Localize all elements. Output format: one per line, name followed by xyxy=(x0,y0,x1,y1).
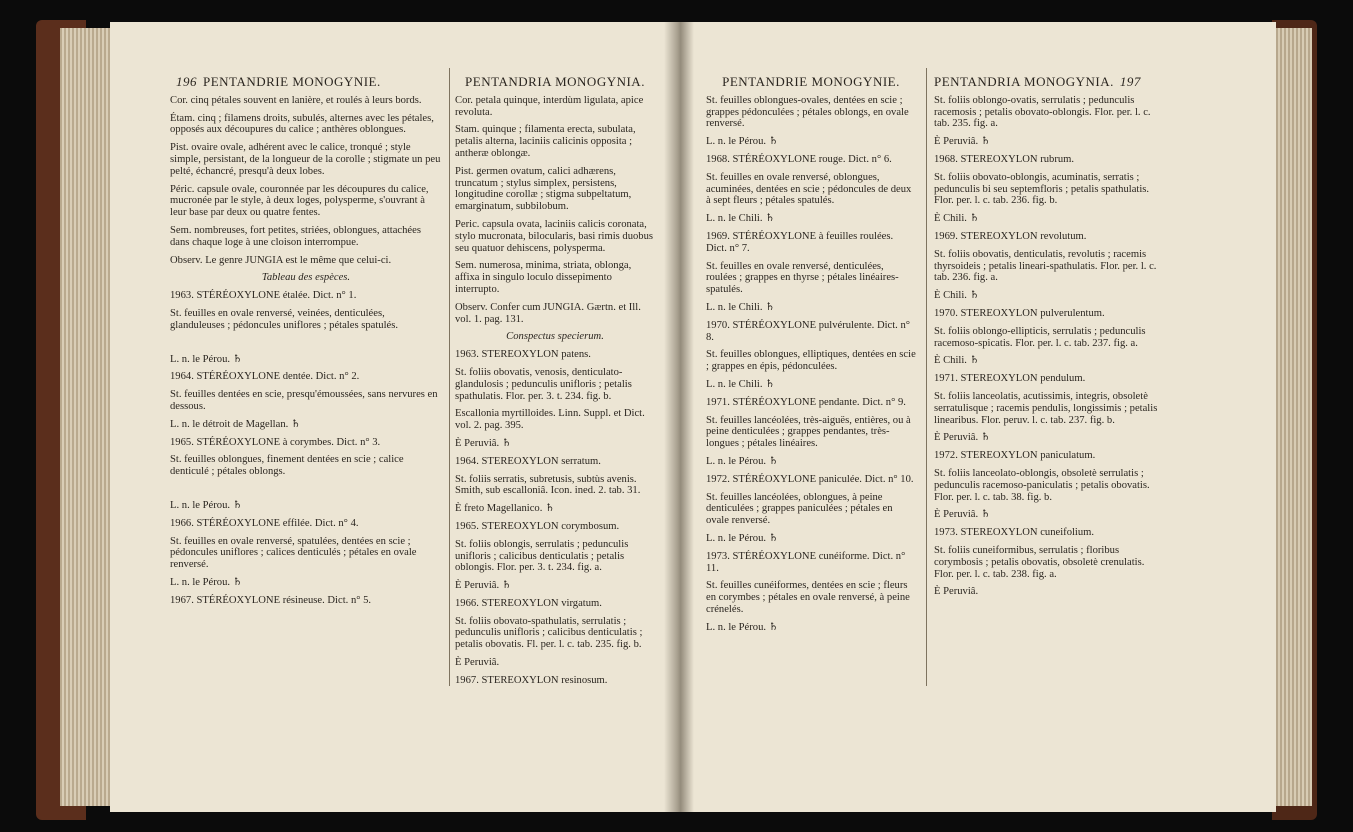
running-header xyxy=(170,76,442,88)
species-locality: È Peruviâ. ♄ xyxy=(934,136,991,148)
species-locality: È Peruviâ. ♄ xyxy=(455,437,512,449)
right-page-latin-column xyxy=(934,76,1164,604)
page-number: 197 xyxy=(1119,74,1141,89)
species-locality: È Peruviâ. ♄ xyxy=(934,509,991,521)
species-text: St. foliis lanceolato-oblongis, obsoletè serrulatis ; pedunculis racemoso-paniculatis ; petalis obovatis. Flor. per. l. c. tab. 38. fig. b. xyxy=(934,467,1150,503)
species-locality: È Chili. ♄ xyxy=(934,355,980,367)
header-title: PENTANDRIE MONOGYNIE. xyxy=(722,74,900,89)
species-title: 1970. STEREOXYLON pulverulentum. xyxy=(934,307,1105,319)
species-locality: È Peruviâ. ♄ xyxy=(934,432,991,444)
species-table-heading: Tableau des espèces. xyxy=(261,272,351,284)
pericarp-description: Peric. capsula ovata, laciniis calicis coronata, stylo mucronata, bilocularis, basi rimis duobus seu quatuor dehiscens, polysperma. xyxy=(455,218,654,254)
pericarp-description: Péric. capsule ovale, couronnée par les découpures du calice, mucronée par le style, à deux loges, polysperme, s'ouvrant à leur base par deux ou quatre fentes. xyxy=(170,183,429,219)
species-text: St. feuilles oblongues, elliptiques, dentées en scie ; grappes en épis, pédonculées. xyxy=(706,349,916,373)
species-locality: L. n. le Pérou. ♄ xyxy=(170,576,243,588)
species-text: St. foliis oblongo-ovatis, serrulatis ; pedunculis racemosis ; petalis obovato-oblongis. Flor. per. l. c. tab. 235. fig. a. xyxy=(934,94,1151,130)
species-locality: L. n. le Chili. ♄ xyxy=(706,301,775,313)
species-title: 1969. STÉRÉOXYLONE à feuilles roulées. Dict. n° 7. xyxy=(706,230,894,254)
species-locality: L. n. le Pérou. ♄ xyxy=(706,621,779,633)
species-title: 1967. STEREOXYLON resinosum. xyxy=(455,674,608,686)
species-title: 1972. STÉRÉOXYLONE paniculée. Dict. n° 10. xyxy=(706,473,914,485)
species-title: 1968. STEREOXYLON rubrum. xyxy=(934,153,1075,165)
book-gutter-shadow xyxy=(664,22,694,812)
species-text: St. foliis obovato-spathulatis, serrulatis ; pedunculis unifloris ; calicibus denticulatis ; petalis obovatis. Fl. per. l. c. tab. 235. fig. b. xyxy=(455,615,643,651)
species-title: 1965. STÉRÉOXYLONE à corymbes. Dict. n° 3. xyxy=(170,436,381,448)
species-synonym: Escallonia myrtilloides. Linn. Suppl. et Dict. vol. 2. pag. 395. xyxy=(455,408,645,432)
species-locality: L. n. le détroit de Magellan. ♄ xyxy=(170,418,301,430)
species-locality: L. n. le Pérou. ♄ xyxy=(170,353,243,365)
species-title: 1972. STEREOXYLON paniculatum. xyxy=(934,450,1096,462)
species-title: 1965. STEREOXYLON corymbosum. xyxy=(455,520,620,532)
page-number: 196 xyxy=(176,74,197,89)
right-page-french-column xyxy=(706,76,916,639)
species-title: 1963. STÉRÉOXYLONE étalée. Dict. n° 1. xyxy=(170,290,357,302)
species-locality: È Peruviâ. ♄ xyxy=(455,580,512,592)
species-text: St. feuilles lancéolées, oblongues, à peine denticulées ; grappes paniculées ; pétales en ovale renversé. xyxy=(706,491,893,527)
species-title: 1963. STEREOXYLON patens. xyxy=(455,349,591,361)
species-text: St. feuilles oblongues-ovales, dentées en scie ; grappes pédonculées ; pétales oblongs, en ovale renversé. xyxy=(706,94,909,130)
pistil-description: Pist. ovaire ovale, adhérent avec le calice, tronqué ; style simple, persistant, de la longueur de la corolle ; stigmate un peu pelté, échancré, presqu'à deux lobes. xyxy=(170,142,441,177)
species-text: St. foliis serratis, subretusis, subtùs avenis. Smith, sub escalloniâ. Icon. ined. 2. tab. 31. xyxy=(455,473,641,497)
header-title: PENTANDRIA MONOGYNIA. xyxy=(934,74,1114,89)
corolla-description: Cor. petala quinque, interdùm ligulata, apice revoluta. xyxy=(455,94,644,118)
header-title: PENTANDRIE MONOGYNIE. xyxy=(203,74,381,89)
corolla-description: Cor. cinq pétales souvent en lanière, et roulés à leurs bords. xyxy=(170,94,422,106)
species-title: 1969. STEREOXYLON revolutum. xyxy=(934,230,1087,242)
seed-description: Sem. numerosa, minima, striata, oblonga, affixa in singulo loculo dissepimento interrupto. xyxy=(455,260,632,295)
species-title: 1964. STEREOXYLON serratum. xyxy=(455,455,601,467)
seed-description: Sem. nombreuses, fort petites, striées, oblongues, attachées dans chaque loge à une cloison interrompue. xyxy=(170,224,421,248)
left-page-latin-column xyxy=(455,76,655,693)
observation-note: Observ. Confer cum JUNGIA. Gærtn. et Ill. vol. 1. pag. 131. xyxy=(455,301,641,325)
species-title: 1964. STÉRÉOXYLONE dentée. Dict. n° 2. xyxy=(170,371,360,383)
stamens-description: Étam. cinq ; filamens droits, subulés, alternes avec les pétales, opposés aux découpures du calice ; anthères oblongues. xyxy=(170,112,434,136)
species-text: St. feuilles dentées en scie, presqu'émoussées, sans nervures en dessous. xyxy=(170,389,438,412)
column-divider xyxy=(449,68,450,686)
species-locality: È Peruviâ. xyxy=(934,586,979,598)
species-locality: È Chili. ♄ xyxy=(934,290,980,302)
species-title: 1967. STÉRÉOXYLONE résineuse. Dict. n° 5. xyxy=(170,594,372,606)
running-header xyxy=(934,76,1164,88)
species-title: 1973. STEREOXYLON cuneifolium. xyxy=(934,527,1095,539)
species-text: St. feuilles en ovale renversé, oblongues, acuminées, dentées en scie ; pédoncules de deux à sept fleurs ; pétales spatulés. xyxy=(706,171,912,207)
species-locality: L. n. le Pérou. ♄ xyxy=(170,499,243,511)
species-locality: È Peruviâ. xyxy=(455,657,500,669)
species-text: St. feuilles oblongues, finement dentées en scie ; calice denticulé ; pétales oblongs. xyxy=(170,454,404,478)
species-text: St. feuilles en ovale renversé, veinées, denticulées, glanduleuses ; pédoncules uniflores ; pétales spatulés. xyxy=(170,307,399,331)
species-locality: L. n. le Pérou. ♄ xyxy=(706,455,779,467)
species-text: St. foliis oblongo-ellipticis, serrulatis ; pedunculis racemoso-spicatis. Flor. per. l. c. tab. 237. fig. a. xyxy=(934,325,1146,349)
species-title: 1968. STÉRÉOXYLONE rouge. Dict. n° 6. xyxy=(706,153,892,165)
species-text: St. feuilles lancéolées, très-aiguës, entières, ou à peine denticulées ; grappes pendantes, très-longues ; pétales linéaires. xyxy=(706,414,911,450)
species-text: St. foliis lanceolatis, acutissimis, integris, obsoletè serratulisque ; racemis pendulis, longissimis ; petalis linearibus. Flor. peruv. l. c. tab. 237. fig. b. xyxy=(934,390,1158,426)
running-header xyxy=(455,76,655,88)
species-text: St. feuilles en ovale renversé, spatulées, dentées en scie ; pédoncules uniflores ; calices denticulés ; pétales en ovale renversé. xyxy=(170,535,417,571)
left-page-french-column xyxy=(170,76,442,613)
column-divider xyxy=(926,68,927,686)
species-table-heading: Conspectus specierum. xyxy=(506,331,604,343)
species-text: St. foliis obovatis, venosis, denticulato-glandulosis ; pedunculis unifloris ; petalis spathulatis. Flor. per. 3. t. 234. fig. b. xyxy=(455,366,632,402)
species-title: 1970. STÉRÉOXYLONE pulvérulente. Dict. n° 8. xyxy=(706,319,911,343)
species-text: St. foliis obovato-oblongis, acuminatis, serratis ; pedunculis bi seu septemfloris ; petalis spathulatis. Flor. per. l. c. tab. 236. fig. b. xyxy=(934,171,1150,207)
species-text: St. feuilles en ovale renversé, denticulées, roulées ; grappes en thyrse ; pétales linéaires-spatulés. xyxy=(706,260,899,296)
species-title: 1966. STÉRÉOXYLONE effilée. Dict. n° 4. xyxy=(170,517,359,529)
species-locality: L. n. le Pérou. ♄ xyxy=(706,136,779,148)
species-text: St. feuilles cunéiformes, dentées en scie ; fleurs en corymbes ; pétales en ovale renversé, à peine crénelés. xyxy=(706,580,910,615)
header-title: PENTANDRIA MONOGYNIA. xyxy=(465,74,645,89)
species-title: 1971. STÉRÉOXYLONE pendante. Dict. n° 9. xyxy=(706,396,906,408)
species-locality: L. n. le Chili. ♄ xyxy=(706,378,775,390)
stamens-description: Stam. quinque ; filamenta erecta, subulata, petalis alterna, laciniis calicinis opposita ; antheræ oblongæ. xyxy=(455,124,636,159)
species-locality: L. n. le Chili. ♄ xyxy=(706,213,775,225)
species-title: 1971. STEREOXYLON pendulum. xyxy=(934,373,1086,385)
species-text: St. foliis obovatis, denticulatis, revolutis ; racemis thyrsoideis ; petalis lineari-spathulatis. Flor. per. l. c. tab. 236. fig. a. xyxy=(934,248,1157,284)
observation-note: Observ. Le genre JUNGIA est le même que celui-ci. xyxy=(170,254,392,266)
pistil-description: Pist. germen ovatum, calici adhærens, truncatum ; stylus simplex, persistens, longitudine corollæ ; stigma subpeltatum, emarginatum, subbilobum. xyxy=(455,165,632,213)
species-title: 1973. STÉRÉOXYLONE cunéiforme. Dict. n° 11. xyxy=(706,550,906,574)
species-title: 1966. STEREOXYLON virgatum. xyxy=(455,597,602,609)
species-text: St. foliis oblongis, serrulatis ; pedunculis unifloris ; calicibus denticulatis ; petalis oblongis. Flor. per. 3. t. 234. fig. a. xyxy=(455,538,629,574)
species-locality: È Chili. ♄ xyxy=(934,213,980,225)
species-locality: L. n. le Pérou. ♄ xyxy=(706,532,779,544)
species-text: St. foliis cuneiformibus, serrulatis ; floribus corymbosis ; petalis obovatis, obsoletè crenulatis. Flor. per. l. c. tab. 238. fig. a. xyxy=(934,544,1145,580)
running-header xyxy=(706,76,916,88)
species-locality: È freto Magellanico. ♄ xyxy=(455,503,555,515)
